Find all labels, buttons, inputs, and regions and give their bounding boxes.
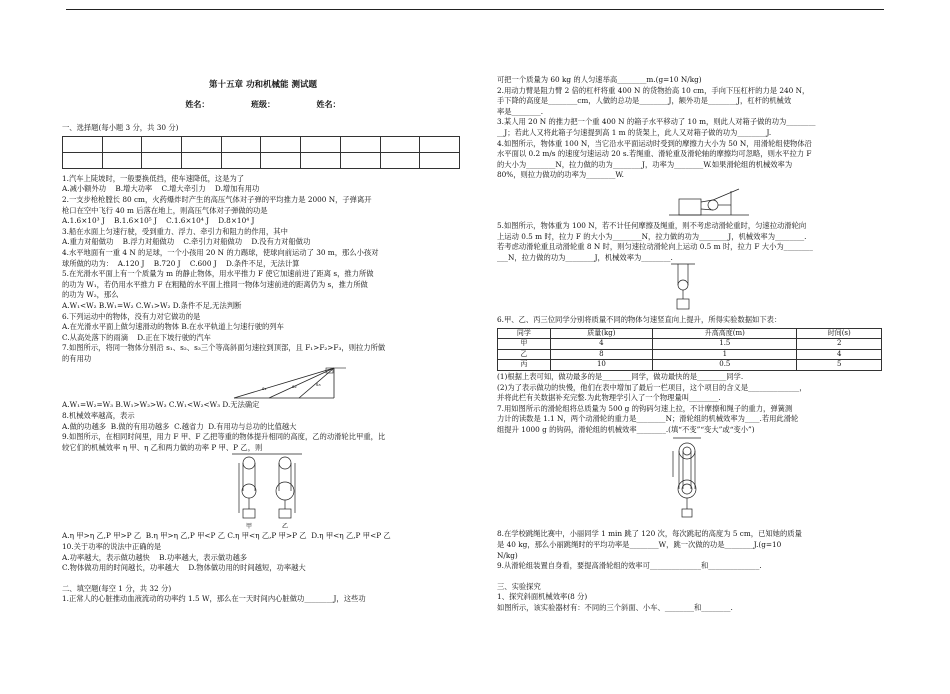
text-line: 8.在学校跳绳比赛中，小丽同学 1 min 跳了 120 次，每次跳起的高度为 5 cm，已知她的质量: [497, 529, 802, 539]
question-block: [497, 372, 885, 436]
text-line: A.W₁<W₂ B.W₁=W₂ C.W₁>W₂ D.条件不足,无法判断: [62, 300, 242, 310]
text-line: 6.甲、乙、丙三位同学分别将质量不同的物体匀速竖直向上提升，所得实验数据如下表：: [497, 315, 782, 325]
text-line: N/kg): [497, 550, 518, 560]
question-block: [497, 592, 885, 613]
answer-cell[interactable]: [340, 136, 380, 152]
text-line: 3.某人用 20 N 的推力把一个重 400 N 的箱子水平移动了 10 m，则此人对箱子做的功为________: [497, 117, 816, 127]
name-row: 姓名： 班级： 姓名：: [185, 98, 341, 109]
table-cell: 丙: [498, 360, 551, 371]
answer-cell[interactable]: [221, 136, 261, 152]
text-line: 组提升 1000 g 的钩码，滑轮组的机械效率________.(填“不变”“变大”或“变小”): [497, 424, 755, 434]
answer-cell[interactable]: [63, 136, 103, 152]
text-line: 是 40 kg，那么小丽跳绳时的平均功率是________W，跳一次做的功是________J.(g=10: [497, 540, 782, 550]
answer-cell[interactable]: [380, 136, 420, 152]
answer-cell[interactable]: [102, 152, 142, 168]
text-line: 水平面以 0.2 m/s 的速度匀速运动 20 s.若绳重、滑轮重及滑轮轴的摩擦均可忽略，则水平拉力 F: [497, 149, 812, 159]
page-title: 第十五章 功和机械能 测试题: [209, 80, 317, 90]
answer-cell[interactable]: [261, 136, 301, 152]
text-line: 7.用如图所示的滑轮组将总质量为 500 g 的钩码匀速上拉，不计摩擦和绳子的重力，弹簧测: [497, 403, 793, 413]
table-cell: 甲: [498, 339, 551, 350]
text-line: 1.汽车上陡坡时，一般要换低挡，使车速降低，这是为了: [62, 173, 245, 183]
text-line: 4.如图所示，物体重 100 N，当它沿水平面运动时受到的摩擦力大小为 50 N，用滑轮组使物体沿: [497, 138, 812, 148]
text-line: 的有用功: [62, 353, 92, 363]
table-cell: 2: [797, 339, 882, 350]
svg-text:s₁: s₁: [262, 386, 267, 393]
table-row: [498, 349, 882, 360]
table-header: 时间(s): [797, 328, 882, 339]
question-block: [62, 174, 464, 365]
answer-cell[interactable]: [301, 136, 341, 152]
text-line: 力计的读数是 1.1 N，两个动滑轮的重力是________N；滑轮组的机械效率为____.若用此滑轮: [497, 414, 799, 424]
text-line: 较它们的机械效率 η 甲、η 乙和两力做的功率 P 甲、P 乙，则: [62, 442, 263, 452]
text-line: 1、探究斜面机械效率(8 分): [497, 592, 588, 602]
text-line: 1.正常人的心脏推动血液流动的功率约 1.5 W，那么在一天时间内心脏做功________J，这些功: [62, 594, 366, 604]
header-rule: [66, 9, 884, 10]
text-line: ___N，拉力做的功为________J，机械效率为________.: [497, 252, 673, 262]
answer-cell[interactable]: [142, 152, 182, 168]
text-line: 4.水平地面有一重 4 N 的足球，一个小孩用 20 N 的力踢球，使球向前运动了 30 m，那么小孩对: [62, 247, 379, 257]
table-cell: 1: [653, 349, 797, 360]
text-line: 10.关于功率的说法中正确的是: [62, 542, 162, 552]
text-line: A.在光滑水平面上做匀速滑动的物体 B.在水平轨道上匀速行驶的列车: [62, 322, 284, 332]
text-line: 并将此栏有关数据补充完整.为此物理学引入了一个物理量叫________.: [497, 393, 721, 403]
answer-cell[interactable]: [182, 136, 222, 152]
question-block: [62, 594, 464, 605]
text-line: A.W₁=W₂=W₃ B.W₁>W₂>W₃ C.W₁<W₂<W₃ D.无法确定: [62, 400, 260, 410]
answer-cell[interactable]: [142, 136, 182, 152]
text-line: (1)根据上表可知，做功最多的是________同学，做功最快的是________同学.: [497, 371, 744, 381]
text-line: 5.在光滑水平面上有一个质量为 m 的静止物体，用水平推力 F 使它加速前进了距离 s，推力所做: [62, 269, 374, 279]
text-line: A.1.6×10³ J B.1.6×10⁵ J C.1.6×10⁴ J D.8×10⁴ J: [62, 216, 255, 226]
text-line: 如图所示，该实验器材有：不同的三个斜面、小车、________和________.: [497, 603, 733, 613]
text-line: A.减小额外功 B.增大功率 C.增大牵引力 D.增加有用功: [62, 184, 260, 194]
answer-cell[interactable]: [340, 152, 380, 168]
answer-cell[interactable]: [380, 152, 420, 168]
text-line: 3.船在水面上匀速行驶，受到重力、浮力、牵引力和阻力的作用，其中: [62, 226, 288, 236]
section-heading: 一、选择题(每小题 3 分，共 30 分): [62, 123, 179, 133]
text-line: 枪口在空中飞行 40 m 后落在地上，则高压气体对子弹做的功是: [62, 205, 268, 215]
text-line: A.做的功越多 B.做的有用功越多 C.越省力 D.有用功与总功的比值越大: [62, 421, 297, 431]
table-cell: 8: [550, 349, 652, 360]
answer-cell[interactable]: [221, 152, 261, 168]
table-cell: 10: [550, 360, 652, 371]
answer-cell[interactable]: [261, 152, 301, 168]
section-heading: 三、实验探究: [497, 581, 541, 591]
text-line: 5.如图所示，物体重为 100 N，若不计任何摩擦及绳重，则不考虑动滑轮重时，匀速拉动滑轮向: [497, 220, 807, 230]
text-line: 2.用动力臂是阻力臂 2 倍的杠杆将重 400 N 的货物抬高 10 cm，手向下压杠杆的力是 240 N，: [497, 85, 810, 95]
table-row: [498, 339, 882, 350]
answer-cell[interactable]: [63, 152, 103, 168]
pulley-horizontal-figure: [497, 181, 885, 221]
text-line: 80%，则拉力做功的功率为________W.: [497, 170, 624, 180]
data-table: [497, 328, 882, 371]
question-block: [497, 221, 885, 263]
figure-label: 甲: [246, 523, 253, 531]
table-cell: 4: [550, 339, 652, 350]
table-header: 质量(kg): [550, 328, 652, 339]
text-line: A.η 甲>η 乙,P 甲>P 乙 B.η 甲>η 乙,P 甲<P 乙 C.η 甲<η 乙,P 甲>P 乙 D.η 甲<η 乙,P 甲<P 乙: [62, 531, 391, 541]
movable-pulley-figure: [497, 263, 885, 315]
svg-text:s₂: s₂: [292, 384, 297, 391]
text-line: 球所做的功为： A.120 J B.720 J C.600 J D.条件不足，无法计算: [62, 258, 300, 268]
text-line: C.物体做功用的时间越长，功率越大 D.物体做功用的时间越短，功率越大: [62, 563, 306, 573]
table-cell: 5: [797, 360, 882, 371]
svg-text:s₃: s₃: [316, 382, 321, 389]
text-line: 上运动 0.5 m 时，拉力 F 的大小为________N，拉力做的功为________J，机械效率为________.: [497, 231, 807, 241]
text-line: 可把一个质量为 60 kg 的人匀速举高________m.(g=10 N/kg): [497, 75, 702, 84]
incline-figure: [62, 364, 464, 400]
answer-grid: [62, 136, 460, 169]
text-line: 9.从滑轮组装置自身看，要提高滑轮组的效率可______________和______________.: [497, 561, 762, 571]
pulley-figure: [62, 453, 464, 531]
text-line: 若考虑动滑轮重且动滑轮重 8 N 时，则匀速拉动滑轮向上运动 0.5 m 时，拉力 F 大小为________: [497, 242, 813, 252]
question-block: [62, 531, 464, 573]
text-line: A.功率越大，表示做功越快 B.功率越大，表示做功越多: [62, 552, 248, 562]
table-cell: 4: [797, 349, 882, 360]
table-cell: 乙: [498, 349, 551, 360]
answer-cell[interactable]: [301, 152, 341, 168]
text-line: __J；若此人又将此箱子匀速提到高 1 m 的货架上，此人又对箱子做的功为________J.: [497, 127, 772, 137]
answer-cell[interactable]: [420, 136, 460, 152]
right-column: [497, 75, 885, 614]
left-column: [62, 75, 464, 605]
table-cell: 0.5: [653, 360, 797, 371]
question-block: [497, 75, 885, 181]
table-header: 同学: [498, 328, 551, 339]
table-row: [498, 360, 882, 371]
answer-cell[interactable]: [102, 136, 142, 152]
text-line: 的大小为________N，拉力做的功为________J，功率为________W.如果滑轮组的机械效率为: [497, 159, 793, 169]
text-line: 手下降的高度是________cm，人做的总功是________J，额外功是________J，杠杆的机械效: [497, 96, 792, 106]
text-line: 的功为 W₁，若仍用水平推力 F 在粗糙的水平面上推同一物体匀速前进的距离仍为 s，推力所做: [62, 279, 368, 289]
text-line: 率是________.: [497, 106, 544, 116]
text-line: 2.一支步枪枪膛长 80 cm，火药爆炸时产生的高压气体对子弹的平均推力是 2000 N，子弹离开: [62, 194, 372, 204]
pulley-block-figure: [497, 435, 885, 529]
text-line: (2)为了表示做功的快慢，他们在表中增加了最后一栏项目，这个项目的含义是______________，: [497, 382, 807, 392]
text-line: 9.如图所示，在相同时间里，用力 F 甲、F 乙把等重的物体提升相同的高度，乙的动滑轮比甲重，比: [62, 432, 386, 442]
question-block: [497, 315, 885, 326]
answer-cell[interactable]: [420, 152, 460, 168]
text-line: 8.机械效率越高，表示: [62, 411, 135, 421]
text-line: A.重力对船做功 B.浮力对船做功 C.牵引力对船做功 D.没有力对船做功: [62, 237, 311, 247]
table-header: 升高高度(m): [653, 328, 797, 339]
text-line: 7.如图所示，将同一物体分别沿 s₁、s₂、s₃三个等高斜面匀速拉到顶部，且 F₁>F₂>F₃，则拉力所做: [62, 343, 386, 353]
question-block: [62, 400, 464, 453]
answer-cell[interactable]: [182, 152, 222, 168]
text-line: 6.下列运动中的物体，没有力对它做功的是: [62, 311, 201, 321]
section-heading: 二、填空题(每空 1 分，共 32 分): [62, 583, 172, 593]
question-block: [497, 529, 885, 571]
text-line: 的功为 W₂，那么: [62, 290, 119, 300]
text-line: C.从高处落下的雨滴 D.正在下坡行驶的汽车: [62, 332, 211, 342]
figure-label: 乙: [282, 523, 289, 531]
table-cell: 1.5: [653, 339, 797, 350]
